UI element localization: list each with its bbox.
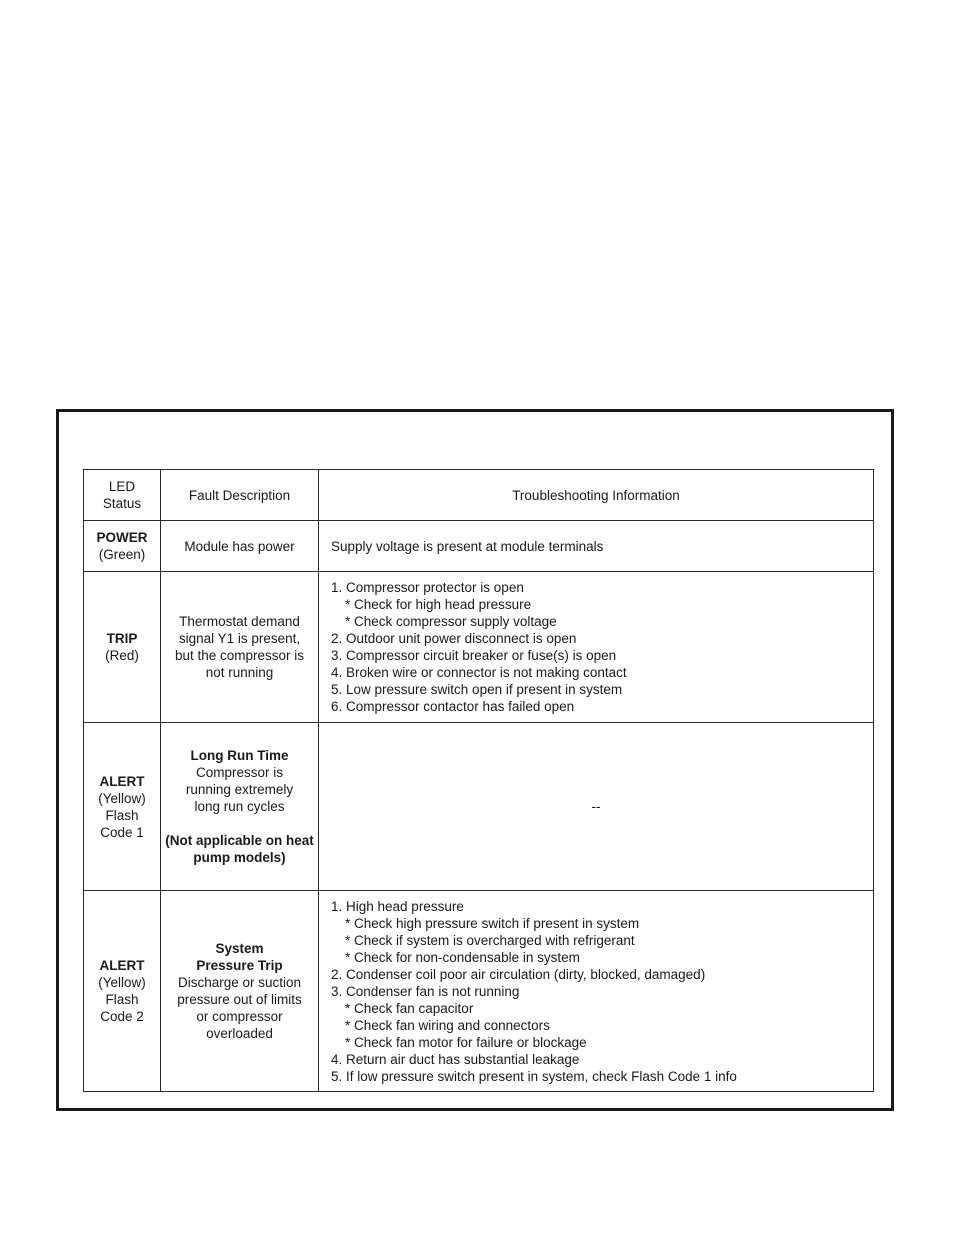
troubleshooting-cell <box>319 572 874 723</box>
info-line: 4. Broken wire or connector is not making contact <box>331 665 627 680</box>
info-line: * Check for high head pressure <box>345 597 532 612</box>
led-color: (Yellow) Flash Code 1 <box>98 790 146 840</box>
info-line: 5. If low pressure switch present in system, check Flash Code 1 info <box>331 1068 737 1084</box>
info-line: 3. Compressor circuit breaker or fuse(s) is open <box>331 648 617 663</box>
info-line: * Check fan motor for failure or blockage <box>345 1034 587 1050</box>
info-line: -- <box>591 799 601 814</box>
info-line: 5. Low pressure switch open if present in system <box>331 682 623 697</box>
fault-text: Thermostat demand signal Y1 is present, but the compressor is not running <box>174 614 305 680</box>
fault-text: Module has power <box>184 538 295 554</box>
header-fault-description: Fault Description <box>161 470 319 521</box>
led-name: POWER <box>96 530 148 545</box>
table-row <box>84 723 874 891</box>
troubleshooting-cell <box>319 891 874 1092</box>
fault-text: Compressor is running extremely long run cycles <box>185 765 294 814</box>
led-status-cell <box>84 723 161 891</box>
led-name: ALERT <box>99 773 145 789</box>
fault-description-cell <box>161 891 319 1092</box>
led-name: TRIP <box>106 631 138 646</box>
table-header-row <box>84 470 874 521</box>
fault-description-cell <box>161 572 319 723</box>
led-status-cell <box>84 572 161 723</box>
fault-title: Long Run Time <box>190 748 289 763</box>
table-row <box>84 891 874 1092</box>
header-led-status: LED Status <box>84 470 161 521</box>
info-line: * Check compressor supply voltage <box>345 614 557 629</box>
fault-description-cell <box>161 521 319 572</box>
troubleshooting-cell <box>319 723 874 891</box>
led-fault-table <box>83 469 874 1092</box>
info-line: 1. Compressor protector is open <box>331 580 524 595</box>
info-line: 2. Condenser coil poor air circulation (dirty, blocked, damaged) <box>331 966 706 982</box>
fault-description-cell <box>161 723 319 891</box>
info-line: * Check high pressure switch if present in system <box>345 915 640 931</box>
info-line: * Check if system is overcharged with refrigerant <box>345 932 635 948</box>
info-line: 2. Outdoor unit power disconnect is open <box>331 631 577 646</box>
led-color: (Yellow) Flash Code 2 <box>98 975 146 1024</box>
header-troubleshooting-info: Troubleshooting Information <box>319 470 874 521</box>
table-row <box>84 521 874 572</box>
table-row <box>84 572 874 723</box>
info-line: * Check fan wiring and connectors <box>345 1017 550 1033</box>
info-line: 6. Compressor contactor has failed open <box>331 699 575 714</box>
led-status-cell <box>84 891 161 1092</box>
info-line: * Check for non-condensable in system <box>345 949 580 965</box>
info-line: 1. High head pressure <box>331 898 464 914</box>
led-status-cell <box>84 521 161 572</box>
led-name: ALERT <box>99 958 145 973</box>
led-color: (Red) <box>105 648 139 663</box>
led-color: (Green) <box>98 547 146 562</box>
info-line: * Check fan capacitor <box>345 1000 474 1016</box>
fault-title: System Pressure Trip <box>196 941 283 973</box>
info-line: 4. Return air duct has substantial leakage <box>331 1051 580 1067</box>
fault-note: (Not applicable on heat pump models) <box>165 833 314 865</box>
info-line: Supply voltage is present at module terminals <box>331 538 604 554</box>
fault-text: Discharge or suction pressure out of limits or compressor overloaded <box>177 975 302 1041</box>
info-line: 3. Condenser fan is not running <box>331 983 520 999</box>
troubleshooting-cell <box>319 521 874 572</box>
